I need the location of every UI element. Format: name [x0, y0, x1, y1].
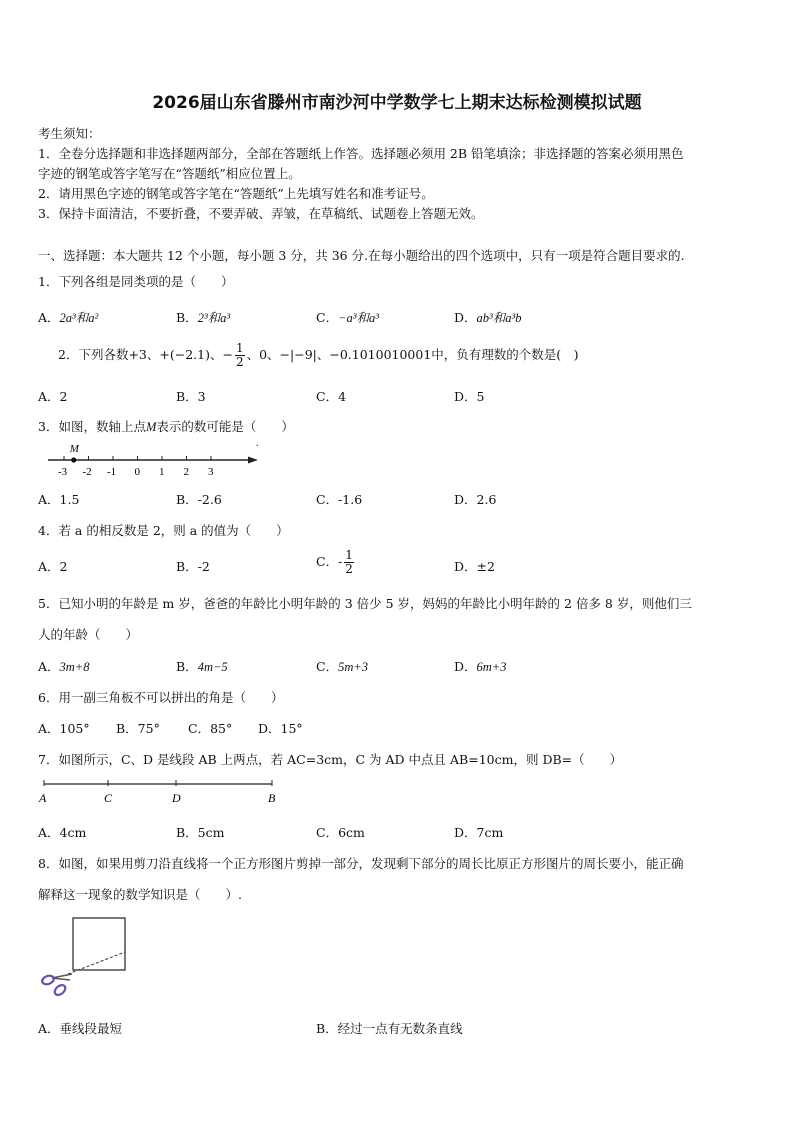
q5-c-label: C．	[316, 659, 339, 674]
q4-c-num: 1	[345, 548, 353, 562]
q7-stem: 7．如图所示，C、D 是线段 AB 上两点，若 AC=3cm，C 为 AD 中点且 AB=10cm，则 DB=（ ）	[38, 752, 623, 767]
q1-option-a	[38, 308, 98, 326]
q7-option-b: B．5cm	[176, 825, 225, 840]
q4-c-den: 2	[345, 562, 353, 576]
q2-option-d: D．5	[454, 389, 485, 404]
q8-option-a: A．垂线段最短	[38, 1021, 123, 1036]
notice-item-2: 2．请用黑色字迹的钢笔或答字笔在“答题纸”上先填写姓名和准考证号。	[38, 186, 434, 201]
q3-option-d: D．2.6	[454, 492, 497, 507]
notice-heading: 考生须知：	[38, 126, 101, 141]
q5-b-expr: 4m−5	[197, 660, 228, 674]
q5-d-expr: 6m+3	[476, 660, 507, 674]
q8-stem-line1: 8．如图，如果用剪刀沿直线将一个正方形图片剪掉一部分，发现剩下部分的周长比原正方形图片的周长要小，能正确	[38, 856, 684, 871]
q4-option-d: D．±2	[454, 559, 495, 574]
number-line-tick-label: 2	[183, 466, 189, 478]
q3-number-line	[44, 438, 270, 482]
label-d: D	[172, 791, 181, 805]
q6-stem: 6．用一副三角板不可以拼出的角是（ ）	[38, 690, 284, 705]
number-line-tick-label: 1	[159, 466, 165, 478]
number-line-tick-label: -3	[58, 466, 68, 478]
q1-d-label: D．	[454, 310, 477, 325]
point-m-label: M	[69, 443, 79, 455]
label-c: C	[104, 791, 113, 805]
q8-stem-line2: 解释这一现象的数学知识是（ ）.	[38, 887, 242, 902]
notice-item-1b: 字迹的钢笔或答字笔写在“答题纸”相应位置上。	[38, 166, 301, 181]
q7-segment-diagram	[34, 776, 284, 810]
q5-option-b	[176, 657, 228, 675]
notice-item-3: 3．保持卡面清洁，不要折叠，不要弄破、弄皱，在草稿纸、试题卷上答题无效。	[38, 206, 484, 221]
page-title: 2026届山东省滕州市南沙河中学数学七上期末达标检测模拟试题	[152, 93, 642, 113]
q2-stem-prefix: 2．下列各数+3、+(−2.1)、−	[58, 347, 233, 362]
number-line-tick-label: 0	[134, 466, 140, 478]
q1-stem: 1．下列各组是同类项的是（ ）	[38, 274, 234, 289]
number-line-ticks	[58, 456, 214, 478]
q2-stem	[58, 342, 579, 369]
point-m	[71, 457, 76, 462]
notice-item-1a: 1．全卷分选择题和非选择题两部分，全部在答题纸上作答。选择题必须用 2B 铅笔填涂；非选择题的答案必须用黑色	[38, 146, 684, 161]
section-heading: 一、选择题：本大题共 12 个小题，每小题 3 分，共 36 分.在每小题给出的四个选项中，只有一项是符合题目要求的.	[38, 248, 685, 263]
q6-option-c: C．85°	[188, 721, 233, 736]
q4-option-c	[316, 549, 356, 576]
q1-option-c	[316, 308, 379, 326]
q7-option-a: A．4cm	[38, 825, 87, 840]
q4-option-a: A．2	[38, 559, 68, 574]
q2-frac-den: 2	[235, 355, 244, 369]
q7-option-d: D．7cm	[454, 825, 504, 840]
q1-b-label: B．	[176, 310, 198, 325]
q5-option-c	[316, 657, 368, 675]
number-line-end-mark: .	[256, 438, 259, 449]
number-line-tick-label: -2	[82, 466, 92, 478]
label-b: B	[268, 791, 276, 805]
q5-stem-line2: 人的年龄（ ）	[38, 627, 139, 642]
q4-option-b: B．-2	[176, 559, 210, 574]
q6-option-d: D．15°	[258, 721, 303, 736]
q3-stem-var: M	[145, 420, 157, 434]
q3-stem	[38, 417, 294, 435]
q2-option-b: B．3	[176, 389, 206, 404]
cut-line	[68, 952, 125, 974]
q1-d-expr: ab³和a³b	[476, 311, 522, 325]
q3-stem-suffix: 表示的数可能是（ ）	[156, 419, 294, 434]
q1-a-expr: 2a³和a²	[59, 311, 99, 325]
q4-c-prefix: C．-	[316, 554, 343, 569]
q4-c-fraction	[344, 549, 354, 576]
q6-option-a: A．105°	[38, 721, 90, 736]
q1-option-d	[454, 308, 522, 326]
scissors-icon	[41, 974, 72, 997]
q5-d-label: D．	[454, 659, 477, 674]
q5-b-label: B．	[176, 659, 198, 674]
q8-option-b: B．经过一点有无数条直线	[316, 1021, 463, 1036]
q2-option-a: A．2	[38, 389, 68, 404]
number-line-tick-label: 3	[208, 466, 214, 478]
q3-option-c: C．-1.6	[316, 492, 363, 507]
square-picture	[73, 918, 125, 970]
q3-stem-prefix: 3．如图，数轴上点	[38, 419, 146, 434]
q5-option-d	[454, 657, 507, 675]
q6-option-b: B．75°	[116, 721, 160, 736]
q5-a-expr: 3m+8	[59, 660, 90, 674]
q5-option-a	[38, 657, 90, 675]
label-a: A	[39, 791, 47, 805]
q3-option-a: A．1.5	[38, 492, 80, 507]
q2-option-c: C．4	[316, 389, 347, 404]
q2-fraction	[235, 342, 245, 369]
q5-stem-line1: 5．已知小明的年龄是 m 岁，爸爸的年龄比小明年龄的 3 倍少 5 岁，妈妈的年龄比小明年龄的 2 倍多 8 岁，则他们三	[38, 596, 692, 611]
q4-stem: 4．若 a 的相反数是 2，则 a 的值为（ ）	[38, 523, 289, 538]
q1-option-b	[176, 308, 230, 326]
q1-b-expr: 2³和a³	[197, 311, 231, 325]
q2-frac-num: 1	[235, 341, 244, 355]
q8-figure	[38, 914, 134, 1006]
q7-option-c: C．6cm	[316, 825, 365, 840]
q1-a-label: A．	[38, 310, 60, 325]
q1-c-expr: −a³和a³	[338, 311, 380, 325]
q5-a-label: A．	[38, 659, 60, 674]
number-line-arrow-icon	[248, 457, 258, 464]
number-line-tick-label: -1	[107, 466, 117, 478]
q2-stem-suffix: 、0、−|−9|、−0.1010010001中，负有理数的个数是( )	[246, 347, 579, 362]
q3-option-b: B．-2.6	[176, 492, 222, 507]
q5-c-expr: 5m+3	[338, 660, 369, 674]
q1-c-label: C．	[316, 310, 339, 325]
